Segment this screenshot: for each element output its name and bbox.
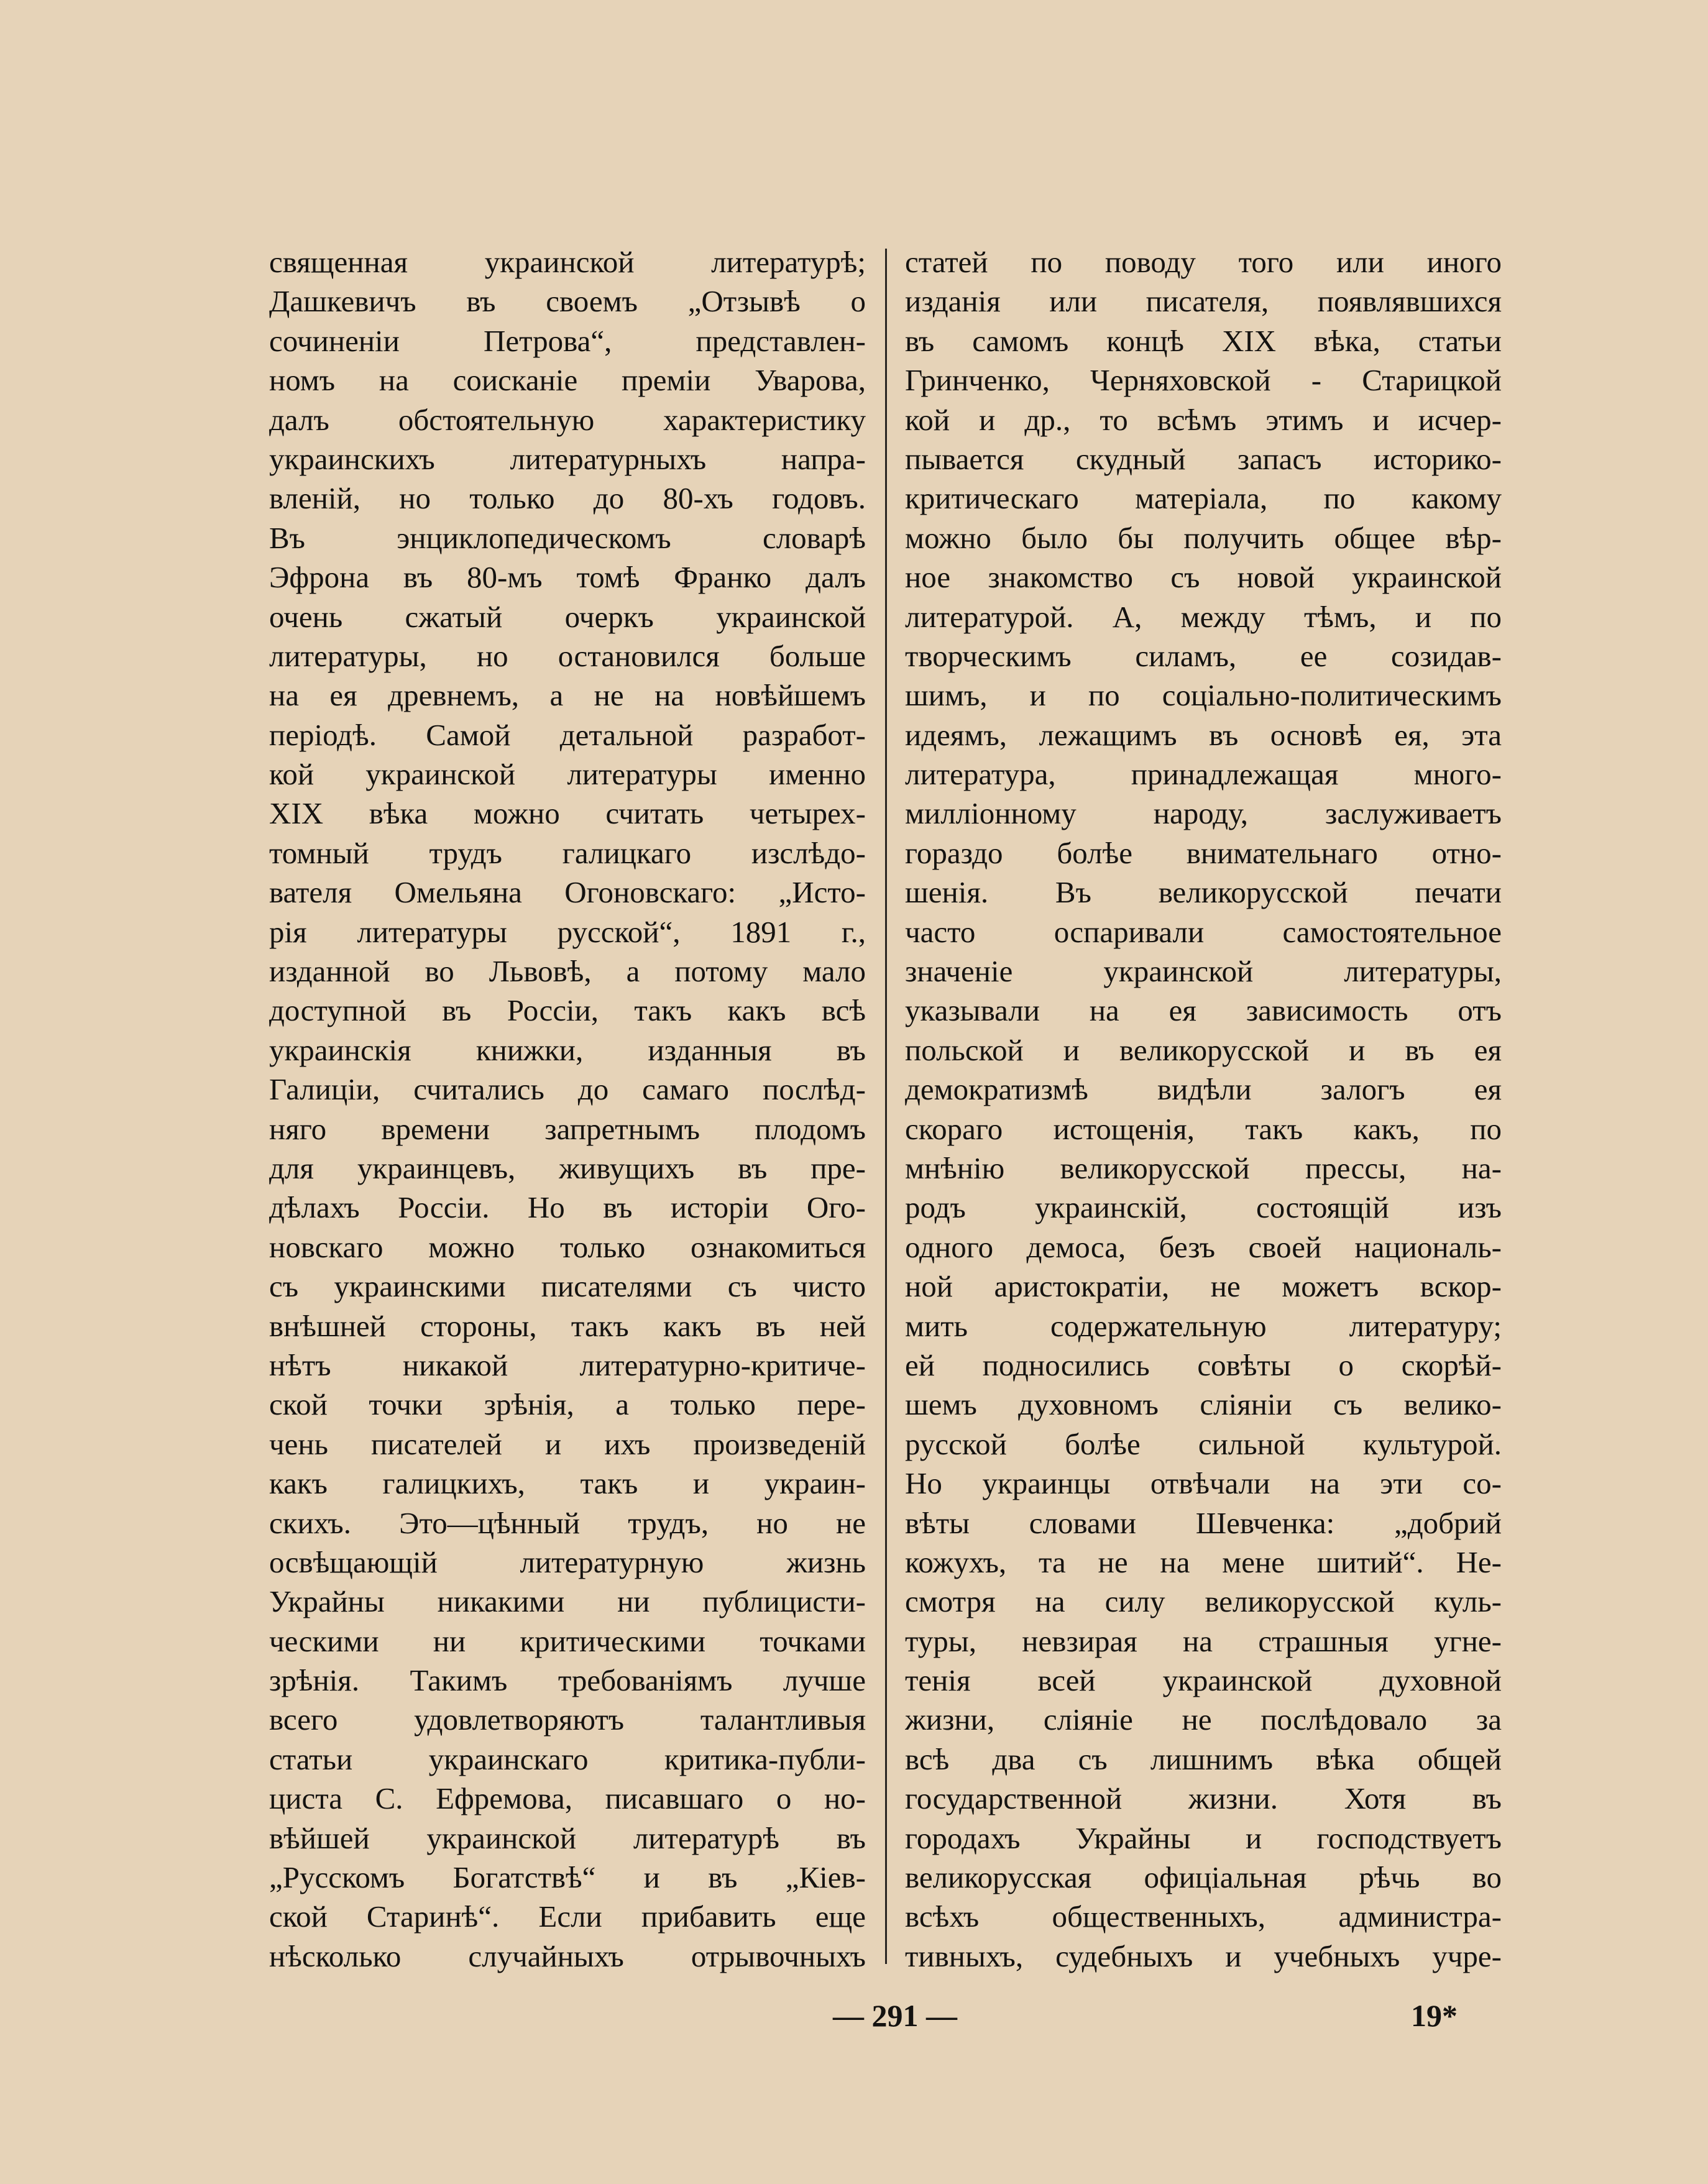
text-line: шенія. Въ великорусской печати xyxy=(905,875,1502,910)
text-line: кой украинской литературы именно xyxy=(269,757,866,792)
text-line: кой и др., то всѣмъ этимъ и исчер- xyxy=(905,402,1502,437)
text-column-right xyxy=(905,242,1502,1976)
text-line: кожухъ, та не на мене шитий“. Не- xyxy=(905,1544,1502,1579)
text-line: няго времени запретнымъ плодомъ xyxy=(269,1111,866,1146)
text-line: томный трудъ галицкаго изслѣдо- xyxy=(269,835,866,870)
text-line: литературы, но остановился больше xyxy=(269,638,866,673)
text-line: украинскихъ литературныхъ напра- xyxy=(269,441,866,476)
text-line: Дашкевичъ въ своемъ „Отзывѣ о xyxy=(269,284,866,319)
text-line: государственной жизни. Хотя въ xyxy=(905,1781,1502,1816)
text-line: можно было бы получить общее вѣр- xyxy=(905,520,1502,555)
text-line: ной аристократіи, не можетъ вскор- xyxy=(905,1269,1502,1304)
text-line: ческими ни критическими точками xyxy=(269,1623,866,1658)
text-line: вѣйшей украинской литературѣ въ xyxy=(269,1820,866,1855)
text-line: новскаго можно только ознакомиться xyxy=(269,1229,866,1264)
text-line: ской точки зрѣнія, а только пере- xyxy=(269,1387,866,1422)
text-line: ей подносились совѣты о скорѣй- xyxy=(905,1347,1502,1382)
text-line: смотря на силу великорусской куль- xyxy=(905,1584,1502,1619)
text-column-left xyxy=(269,242,866,1976)
text-line: освѣщающій литературную жизнь xyxy=(269,1544,866,1579)
text-line: какъ галицкихъ, такъ и украин- xyxy=(269,1466,866,1501)
text-line: очень сжатый очеркъ украинской xyxy=(269,599,866,634)
text-line: скихъ. Это—цѣнный трудъ, но не xyxy=(269,1505,866,1540)
text-line: родъ украинскій, состоящій изъ xyxy=(905,1190,1502,1225)
text-line: Галиціи, считались до самаго послѣд- xyxy=(269,1072,866,1107)
text-line: на ея древнемъ, а не на новѣйшемъ xyxy=(269,678,866,713)
text-line: зрѣнія. Такимъ требованіямъ лучше xyxy=(269,1663,866,1698)
text-line: циста С. Ефремова, писавшаго о но- xyxy=(269,1781,866,1816)
text-line: статьи украинскаго критика-публи- xyxy=(269,1741,866,1776)
text-line: дѣлахъ Россіи. Но въ исторіи Ого- xyxy=(269,1190,866,1225)
text-line: нѣсколько случайныхъ отрывочныхъ xyxy=(269,1939,866,1973)
text-line: польской и великорусской и въ ея xyxy=(905,1032,1502,1067)
text-line: украинскія книжки, изданныя въ xyxy=(269,1032,866,1067)
text-line: городахъ Украйны и господствуетъ xyxy=(905,1820,1502,1855)
text-line: изданія или писателя, появлявшихся xyxy=(905,284,1502,319)
text-line: мить содержательную литературу; xyxy=(905,1308,1502,1343)
text-line: Въ энциклопедическомъ словарѣ xyxy=(269,520,866,555)
text-line: одного демоса, безъ своей националь- xyxy=(905,1229,1502,1264)
text-line: скораго истощенія, такъ какъ, по xyxy=(905,1111,1502,1146)
text-line: изданной во Львовѣ, а потому мало xyxy=(269,954,866,989)
text-line: всѣхъ общественныхъ, администра- xyxy=(905,1899,1502,1934)
text-line: творческимъ силамъ, ее созидав- xyxy=(905,638,1502,673)
text-line: жизни, сліяніе не послѣдовало за xyxy=(905,1702,1502,1737)
text-line: тенія всей украинской духовной xyxy=(905,1663,1502,1698)
text-line: Эфрона въ 80-мъ томѣ Франко далъ xyxy=(269,560,866,595)
text-line: литературой. А, между тѣмъ, и по xyxy=(905,599,1502,634)
text-line: Но украинцы отвѣчали на эти со- xyxy=(905,1466,1502,1501)
text-line: туры, невзирая на страшныя угне- xyxy=(905,1623,1502,1658)
text-line: великорусская офиціальная рѣчь во xyxy=(905,1860,1502,1895)
text-line: вѣты словами Шевченка: „добрий xyxy=(905,1505,1502,1540)
text-line: значеніе украинской литературы, xyxy=(905,954,1502,989)
text-line: милліонному народу, заслуживаетъ xyxy=(905,796,1502,831)
text-line: всего удовлетворяютъ талантливыя xyxy=(269,1702,866,1737)
text-line: пывается скудный запасъ историко- xyxy=(905,441,1502,476)
text-line: шимъ, и по соціально-политическимъ xyxy=(905,678,1502,713)
text-line: литература, принадлежащая много- xyxy=(905,757,1502,792)
text-line: священная украинской литературѣ; xyxy=(269,245,866,279)
text-line: шемъ духовномъ сліяніи съ велико- xyxy=(905,1387,1502,1422)
text-line: доступной въ Россіи, такъ какъ всѣ xyxy=(269,993,866,1028)
text-line: Гринченко, Черняховской - Старицкой xyxy=(905,363,1502,398)
text-line: чень писателей и ихъ произведеній xyxy=(269,1426,866,1461)
text-line: сочиненіи Петрова“, представлен- xyxy=(269,323,866,358)
text-line: ской Старинѣ“. Если прибавить еще xyxy=(269,1899,866,1934)
text-line: гораздо болѣе внимательнаго отно- xyxy=(905,835,1502,870)
text-line: номъ на соисканіе преміи Уварова, xyxy=(269,363,866,398)
text-line: демократизмѣ видѣли залогъ ея xyxy=(905,1072,1502,1107)
text-line: для украинцевъ, живущихъ въ пре- xyxy=(269,1150,866,1185)
text-line: періодѣ. Самой детальной разработ- xyxy=(269,717,866,752)
signature-mark: 19* xyxy=(1411,1998,1458,2033)
text-line: „Русскомъ Богатствѣ“ и въ „Кіев- xyxy=(269,1860,866,1895)
text-line: ное знакомство съ новой украинской xyxy=(905,560,1502,595)
column-divider xyxy=(885,249,887,1964)
text-line: вателя Омельяна Огоновскаго: „Исто- xyxy=(269,875,866,910)
text-line: внѣшней стороны, такъ какъ въ ней xyxy=(269,1308,866,1343)
text-line: съ украинскими писателями съ чисто xyxy=(269,1269,866,1304)
text-line: мнѣнію великорусской прессы, на- xyxy=(905,1150,1502,1185)
text-line: русской болѣе сильной культурой. xyxy=(905,1426,1502,1461)
text-line: всѣ два съ лишнимъ вѣка общей xyxy=(905,1741,1502,1776)
text-line: часто оспаривали самостоятельное xyxy=(905,914,1502,949)
text-line: Украйны никакими ни публицисти- xyxy=(269,1584,866,1619)
page-number: — 291 — xyxy=(833,1998,957,2033)
text-line: рія литературы русской“, 1891 г., xyxy=(269,914,866,949)
text-line: статей по поводу того или иного xyxy=(905,245,1502,279)
text-line: далъ обстоятельную характеристику xyxy=(269,402,866,437)
text-line: указывали на ея зависимость отъ xyxy=(905,993,1502,1028)
text-line: XIX вѣка можно считать четырех- xyxy=(269,796,866,831)
text-line: тивныхъ, судебныхъ и учебныхъ учре- xyxy=(905,1939,1502,1973)
text-line: въ самомъ концѣ XIX вѣка, статьи xyxy=(905,323,1502,358)
text-line: критическаго матеріала, по какому xyxy=(905,481,1502,516)
text-line: вленій, но только до 80-хъ годовъ. xyxy=(269,481,866,516)
text-line: идеямъ, лежащимъ въ основѣ ея, эта xyxy=(905,717,1502,752)
text-line: нѣтъ никакой литературно-критиче- xyxy=(269,1347,866,1382)
